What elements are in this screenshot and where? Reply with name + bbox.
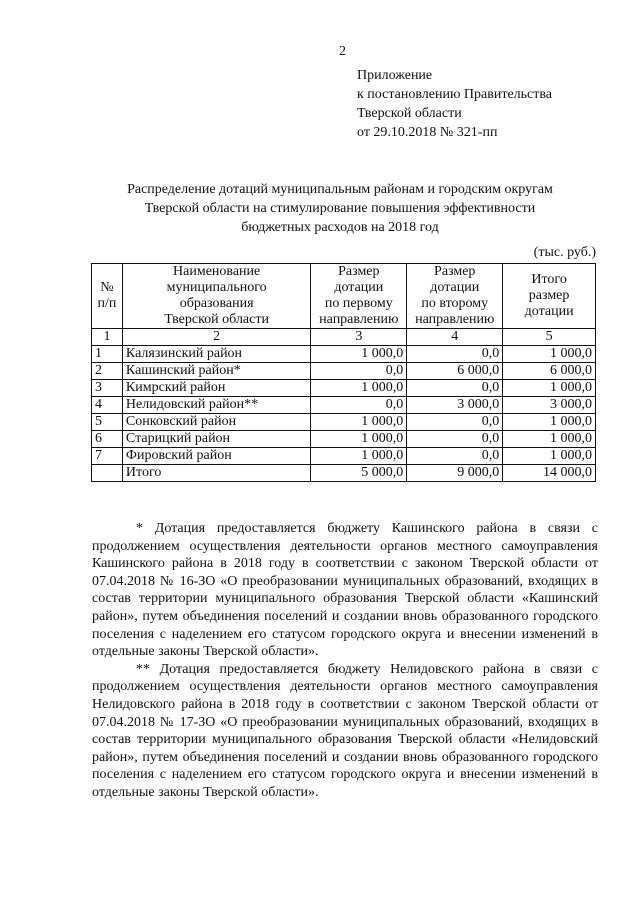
column-number: 2 (122, 329, 310, 346)
appendix-line: от 29.10.2018 № 321-пп (357, 125, 498, 140)
header-name: Наименование муниципального образования Тверской области (122, 264, 310, 329)
column-number: 5 (503, 329, 596, 346)
row-first: 1 000,0 (311, 431, 407, 448)
table-header-row (92, 264, 596, 329)
column-number: 4 (407, 329, 503, 346)
column-number-row (92, 329, 596, 346)
document-title (80, 180, 600, 237)
total-name: Итого (122, 465, 310, 482)
footnote-kashinsky: * Дотация предоставляется бюджету Кашинского района в связи с продолжением осуществления деятельности органов местного самоуправления Кашинского района в 2018 году в соответствии с законом Тверской области от 07.04.2018 № 16-ЗО «О преобразовании муниципальных образований, входящих в состав территории муниципального образования Тверской области «Кашинский район», путем объединения поселений и создании вновь образованного городского поселения с наделением его статусом городского округа и внесении изменений в отдельные законы Тверской области». (92, 521, 598, 660)
row-name: Кимрский район (122, 380, 310, 397)
row-first: 0,0 (311, 363, 407, 380)
appendix-line: к постановлению Правительства (357, 87, 553, 102)
row-name: Фировский район (122, 448, 310, 465)
row-name: Сонковский район (122, 414, 310, 431)
appendix-line: Тверской области (357, 106, 462, 121)
row-num: 5 (92, 414, 123, 431)
row-second: 0,0 (407, 448, 503, 465)
row-first: 1 000,0 (311, 380, 407, 397)
subsidy-table (91, 263, 596, 482)
table-row (92, 363, 596, 380)
table-row (92, 346, 596, 363)
table-row (92, 431, 596, 448)
row-total: 1 000,0 (503, 380, 596, 397)
row-total: 1 000,0 (503, 448, 596, 465)
row-name: Калязинский район (122, 346, 310, 363)
total-num (92, 465, 123, 482)
row-num: 3 (92, 380, 123, 397)
appendix-block (357, 66, 552, 142)
row-second: 0,0 (407, 414, 503, 431)
row-total: 1 000,0 (503, 431, 596, 448)
table-row (92, 448, 596, 465)
total-first: 5 000,0 (311, 465, 407, 482)
total-total: 14 000,0 (503, 465, 596, 482)
footnote-nelidovsky: ** Дотация предоставляется бюджету Нелидовского района в связи с продолжением осуществления деятельности органов местного самоуправления Нелидовского района в 2018 году в соответствии с законом Тверской области от 07.04.2018 № 17-ЗО «О преобразовании муниципальных образований, входящих в состав территории муниципального образования Тверской области «Нелидовский район», путем объединения поселений и создании вновь образованного городского поселения с наделением его статусом городского округа и внесении изменений в отдельные законы Тверской области». (92, 661, 598, 800)
row-total: 6 000,0 (503, 363, 596, 380)
row-num: 2 (92, 363, 123, 380)
row-num: 4 (92, 397, 123, 414)
column-number: 1 (92, 329, 123, 346)
header-num: № п/п (92, 264, 123, 329)
row-total: 1 000,0 (503, 346, 596, 363)
header-first: Размер дотации по первому направлению (311, 264, 407, 329)
row-first: 0,0 (311, 397, 407, 414)
table-row (92, 397, 596, 414)
row-second: 0,0 (407, 346, 503, 363)
row-first: 1 000,0 (311, 346, 407, 363)
column-number: 3 (311, 329, 407, 346)
appendix-line: Приложение (357, 68, 433, 83)
row-num: 6 (92, 431, 123, 448)
row-total: 3 000,0 (503, 397, 596, 414)
header-total: Итого размер дотации (503, 264, 596, 329)
row-first: 1 000,0 (311, 414, 407, 431)
row-num: 7 (92, 448, 123, 465)
table-row (92, 414, 596, 431)
title-line: бюджетных расходов на 2018 год (241, 220, 439, 235)
row-second: 6 000,0 (407, 363, 503, 380)
row-second: 0,0 (407, 431, 503, 448)
row-name: Старицкий район (122, 431, 310, 448)
table-total-row (92, 465, 596, 482)
row-total: 1 000,0 (503, 414, 596, 431)
title-line: Распределение дотаций муниципальным районам и городским округам (127, 182, 553, 197)
page-number: 2 (339, 44, 346, 59)
footnotes (92, 520, 598, 802)
row-num: 1 (92, 346, 123, 363)
row-second: 3 000,0 (407, 397, 503, 414)
row-name: Кашинский район* (122, 363, 310, 380)
total-second: 9 000,0 (407, 465, 503, 482)
title-line: Тверской области на стимулирование повышения эффективности (144, 201, 536, 216)
row-name: Нелидовский район** (122, 397, 310, 414)
row-second: 0,0 (407, 380, 503, 397)
units-label: (тыс. руб.) (533, 245, 596, 260)
table-row (92, 380, 596, 397)
header-second: Размер дотации по второму направлению (407, 264, 503, 329)
row-first: 1 000,0 (311, 448, 407, 465)
